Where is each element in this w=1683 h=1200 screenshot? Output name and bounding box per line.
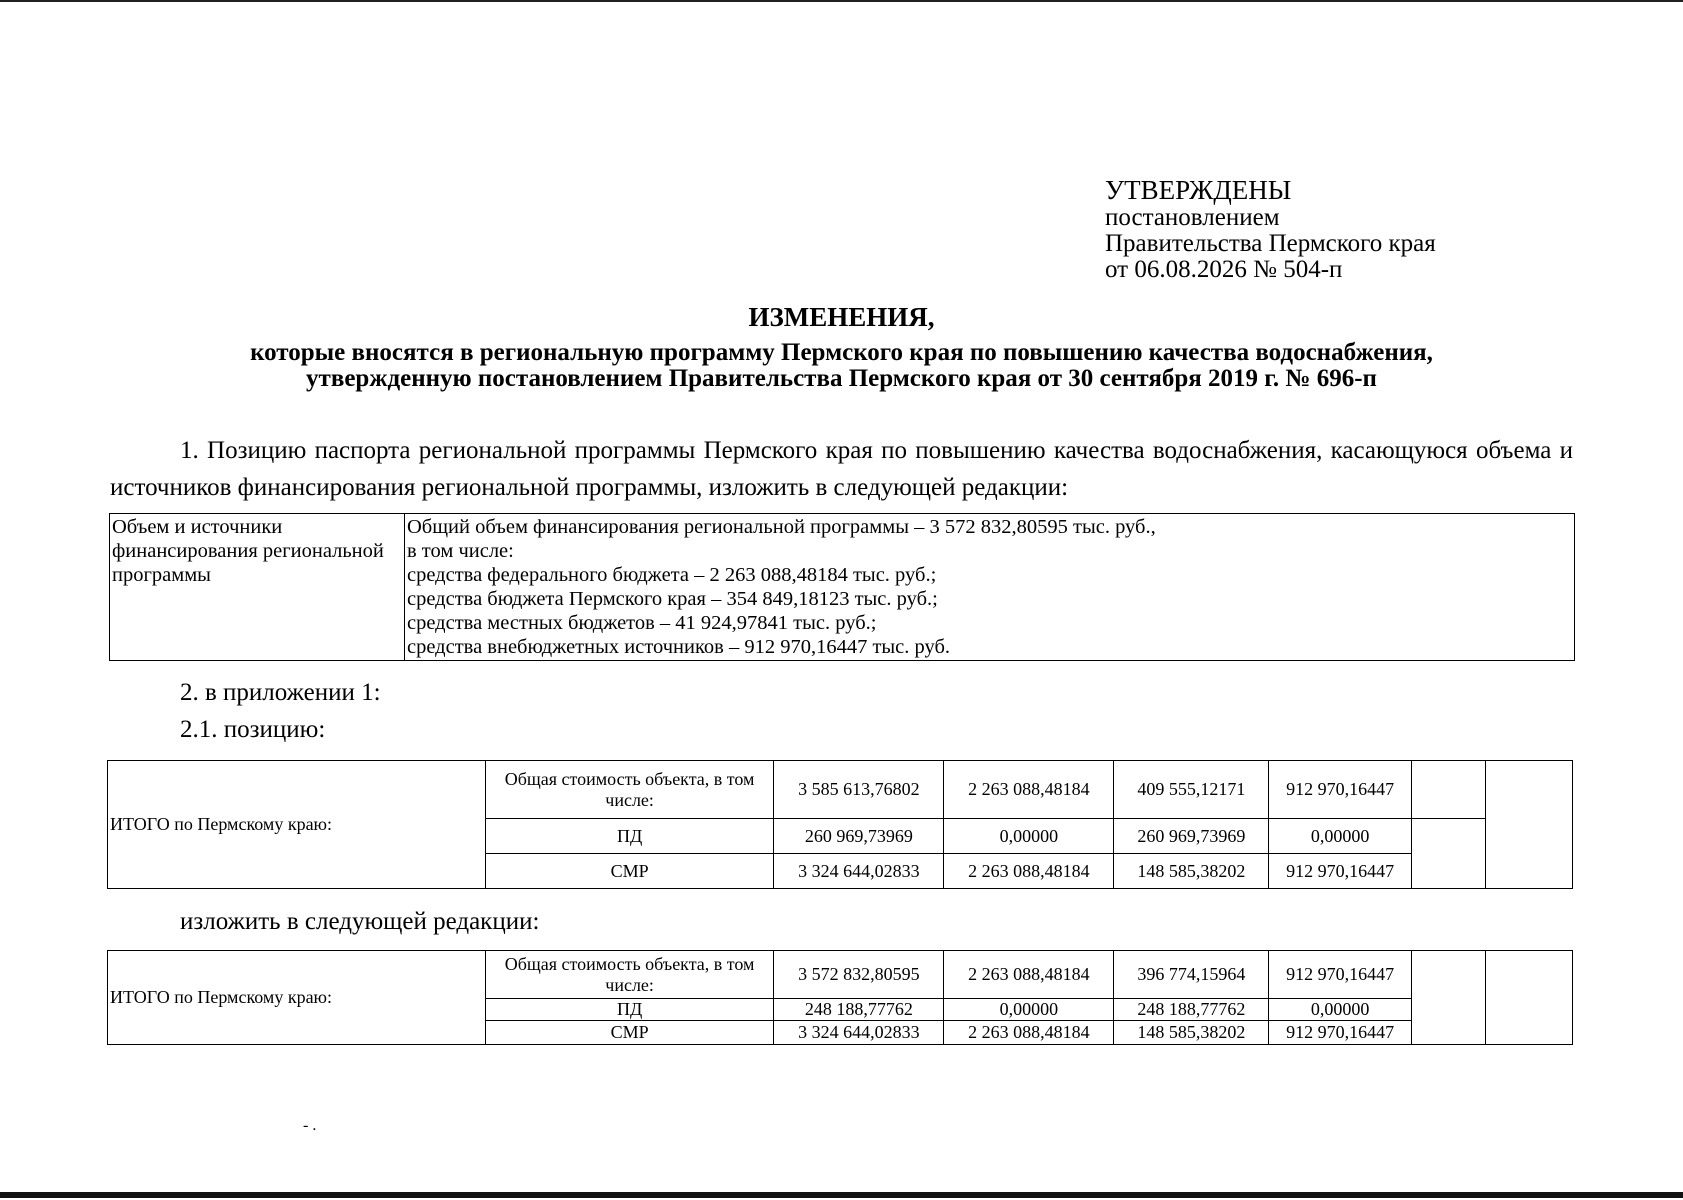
cell-total: 3 585 613,76802 xyxy=(774,761,944,819)
cell-total: 3 324 644,02833 xyxy=(774,854,944,889)
row-label: СМР xyxy=(485,854,774,889)
passport-text xyxy=(405,514,1575,661)
passport-line: средства внебюджетных источников – 912 970,16447 тыс. руб. xyxy=(407,636,951,658)
document-subtitle xyxy=(110,340,1573,392)
cell-federal: 2 263 088,48184 xyxy=(944,1021,1114,1045)
table-row xyxy=(108,761,1573,819)
passport-line: Общий объем финансирования региональной программы – 3 572 832,80595 тыс. руб., xyxy=(407,516,1156,538)
subtitle-line-1: которые вносятся в региональную программу Пермского края по повышению качества водоснабжения, xyxy=(250,339,1433,366)
item-2: 2. в приложении 1: xyxy=(180,679,381,706)
cell-empty xyxy=(1411,819,1485,889)
cell-regional: 409 555,12171 xyxy=(1114,761,1269,819)
cell-federal: 0,00000 xyxy=(944,819,1114,854)
passport-line: в том числе: xyxy=(407,540,514,562)
cell-regional: 396 774,15964 xyxy=(1114,951,1269,999)
cell-extrabudgetary: 912 970,16447 xyxy=(1269,761,1411,819)
row-label: Общая стоимость объекта, в том числе: xyxy=(485,761,774,819)
cell-total: 3 572 832,80595 xyxy=(774,951,944,999)
passport-line: средства местных бюджетов – 41 924,97841 тыс. руб.; xyxy=(407,612,877,634)
row-label: Общая стоимость объекта, в том числе: xyxy=(485,951,774,999)
cell-federal: 0,00000 xyxy=(944,999,1114,1021)
passport-row xyxy=(110,514,1575,661)
subtitle-line-2: утвержденную постановлением Правительства Пермского края от 30 сентября 2019 г. № 696-п xyxy=(306,365,1377,392)
paragraph-1: 1. Позицию паспорта региональной программы Пермского края по повышению качества водоснабжения, касающуюся объема и источников финансирования региональной программы, изложить в следующей редакции: xyxy=(110,437,1573,501)
document-title: ИЗМЕНЕНИЯ, xyxy=(748,302,935,332)
passport-line: средства федерального бюджета – 2 263 088,48184 тыс. руб.; xyxy=(407,564,937,586)
passport-table xyxy=(109,513,1575,661)
approval-line-3: от 06.08.2026 № 504-п xyxy=(1105,256,1343,283)
scan-top-edge xyxy=(0,0,1683,2)
cell-extrabudgetary: 0,00000 xyxy=(1269,819,1411,854)
passport-label: Объем и источники финансирования региональной программы xyxy=(110,514,405,661)
scan-bottom-edge xyxy=(0,1192,1683,1198)
cell-regional: 148 585,38202 xyxy=(1114,854,1269,889)
cell-regional: 248 188,77762 xyxy=(1114,999,1269,1021)
cell-extrabudgetary: 912 970,16447 xyxy=(1269,854,1411,889)
passport-line: средства бюджета Пермского края – 354 849,18123 тыс. руб.; xyxy=(407,588,938,610)
item-new-edition: изложить в следующей редакции: xyxy=(180,908,540,935)
cell-total: 3 324 644,02833 xyxy=(774,1021,944,1045)
scan-speck: - . xyxy=(303,1117,317,1134)
item-2-1: 2.1. позицию: xyxy=(180,716,326,743)
total-label: ИТОГО по Пермскому краю: xyxy=(108,761,486,889)
cell-federal: 2 263 088,48184 xyxy=(944,761,1114,819)
cell-regional: 260 969,73969 xyxy=(1114,819,1269,854)
cell-extrabudgetary: 0,00000 xyxy=(1269,999,1411,1021)
cell-empty xyxy=(1411,761,1485,819)
cell-extrabudgetary: 912 970,16447 xyxy=(1269,951,1411,999)
cell-empty xyxy=(1411,951,1485,1045)
cell-federal: 2 263 088,48184 xyxy=(944,854,1114,889)
approval-line-1: постановлением xyxy=(1105,204,1280,231)
cell-empty xyxy=(1485,951,1572,1045)
table-row xyxy=(108,951,1573,999)
row-label: ПД xyxy=(485,999,774,1021)
cell-regional: 148 585,38202 xyxy=(1114,1021,1269,1045)
cell-empty xyxy=(1485,761,1572,889)
approval-line-2: Правительства Пермского края xyxy=(1105,230,1436,257)
row-label: СМР xyxy=(485,1021,774,1045)
cell-extrabudgetary: 912 970,16447 xyxy=(1269,1021,1411,1045)
approval-stamp xyxy=(1105,175,1436,283)
approval-title: УТВЕРЖДЕНЫ xyxy=(1105,175,1292,205)
cell-federal: 2 263 088,48184 xyxy=(944,951,1114,999)
table-old-position xyxy=(107,760,1573,889)
cell-total: 248 188,77762 xyxy=(774,999,944,1021)
total-label: ИТОГО по Пермскому краю: xyxy=(108,951,486,1045)
table-new-position xyxy=(107,950,1573,1045)
row-label: ПД xyxy=(485,819,774,854)
cell-total: 260 969,73969 xyxy=(774,819,944,854)
